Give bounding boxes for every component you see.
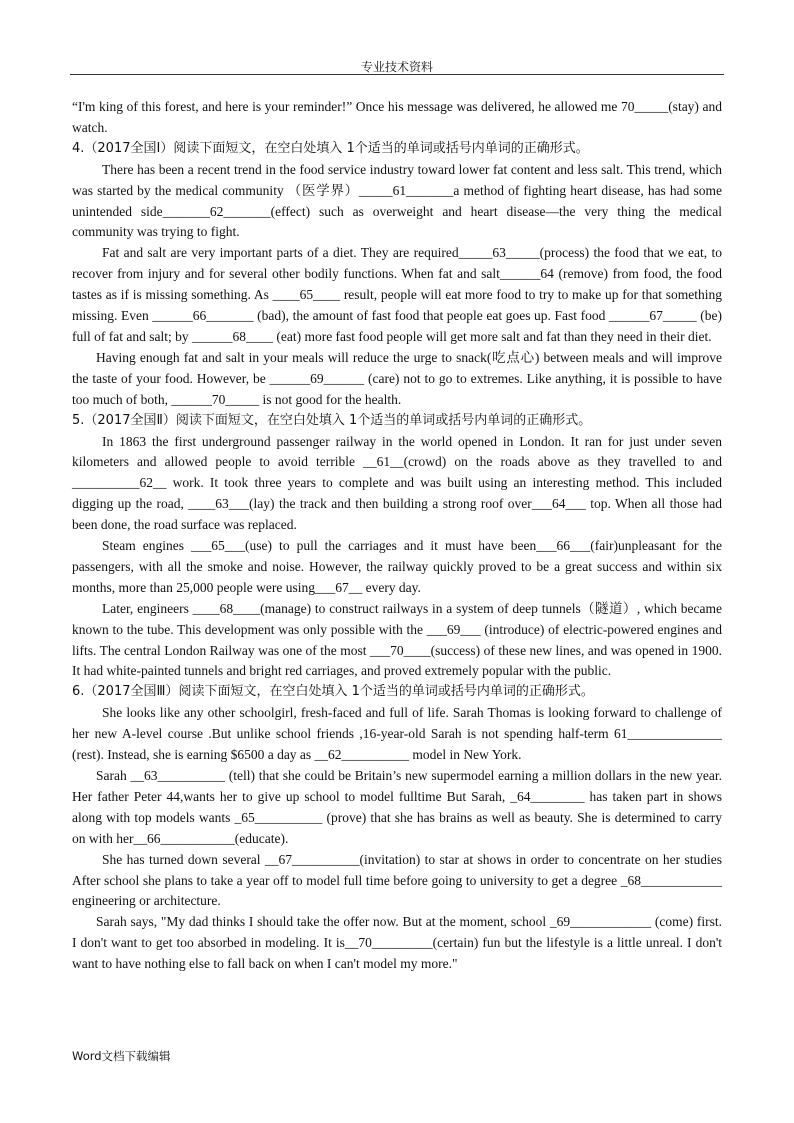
header-rule	[70, 74, 724, 75]
paragraph: She looks like any other schoolgirl, fresh-faced and full of life. Sarah Thomas is looking forward to challenge of her new A-level course .But unlike school friends ,16-year-old Sarah is not spending half-term 61______________ (rest). Instead, she is earning $6500 a day as __62__________ model in New York.	[72, 705, 722, 763]
paragraph: Sarah says, "My dad thinks I should take the offer now. But at the moment, school _69____________ (come) first. I don't want to get too absorbed in modeling. It is__70_________(certain) fun but the lifestyle is a little unreal. I don't want to have nothing else to fall back on when I can't model my more."	[72, 914, 722, 972]
paragraph: Having enough fat and salt in your meals will reduce the urge to snack(吃点心) between meals and will improve the taste of your food. However, be ______69______ (care) not to go to extremes. Like anything, it is possible to have too much of both, ______70_____ is not good for the health.	[72, 349, 722, 407]
question-heading: 5.（2017全国Ⅱ）阅读下面短文，在空白处填入 1个适当的单词或括号内单词的正确形式。	[72, 412, 592, 428]
paragraph: In 1863 the first underground passenger railway in the world opened in London. It ran for just under seven kilometers and allowed people to avoid terrible __61__(crowd) on the roads above as they travelled to and __________62__ work. It took three years to complete and was built using an interesting method. This included digging up the road, ____63___(lay) the track and then building a strong roof over___64___ top. When all those had been done, the road surface was replaced.	[72, 433, 722, 533]
document-body	[72, 97, 722, 975]
page-header: 专业技术资料	[360, 60, 433, 74]
paragraph: She has turned down several __67__________(invitation) to star at shows in order to concentrate on her studies After school she plans to take a year off to model full time before going to university to get a degree _68____________ engineering or architecture.	[72, 851, 722, 909]
paragraph: Steam engines ___65___(use) to pull the carriages and it must have been___66___(fair)unpleasant for the passengers, with all the smoke and noise. However, the railway quickly proved to be a great success and within six months, more than 25,000 people were using___67__ every day.	[72, 538, 722, 595]
paragraph: There has been a recent trend in the food service industry toward lower fat content and less salt. This trend, which was started by the medical community （医学界）_____61_______a method of fighting heart disease, has had some unintended side_______62_______(effect) such as overweight and heart disease—the very thing the medical community was trying to fight.	[72, 161, 722, 240]
paragraph: Sarah __63__________ (tell) that she could be Britain’s new supermodel earning a million dollars in the new year. Her father Peter 44,wants her to give up school to model fulltime But Sarah, _64________ has taken part in shows along with top models wants _65__________ (prove) that she has brains as well as beauty. She is determined to carry on with her__66___________(educate).	[72, 768, 722, 846]
page-footer: Word文档下载编辑	[72, 1049, 171, 1063]
paragraph: “I'm king of this forest, and here is your reminder!” Once his message was delivered, he allowed me 70_____(stay) and watch.	[72, 99, 722, 135]
paragraph: Fat and salt are very important parts of a diet. They are required_____63_____(process) the food that we eat, to recover from injury and for several other bodily functions. When fat and salt______64 (remove) from food, the food tastes as if is missing something. As ____65____ result, people will eat more food to try to make up for that something missing. Even ______66_______ (bad), the amount of fast food that people eat goes up. Fast food ______67_____ (be) full of fat and salt; by ______68____ (eat) more fast food people will get more salt and fat than they need in their diet.	[72, 245, 722, 344]
paragraph: Later, engineers ____68____(manage) to construct railways in a system of deep tunnels（隧道）, which became known to the tube. This development was only possible with the ___69___ (introduce) of electric-powered engines and lifts. The central London Railway was one of the most ___70____(success) of these new lines, and was opened in 1900. It had white-painted tunnels and bright red carriages, and proved extremely popular with the public.	[72, 600, 722, 679]
question-heading: 4.（2017全国Ⅰ）阅读下面短文，在空白处填入 1个适当的单词或括号内单词的正确形式。	[72, 140, 589, 156]
question-heading: 6.（2017全国Ⅲ）阅读下面短文，在空白处填入 1个适当的单词或括号内单词的正确形式。	[72, 684, 594, 700]
